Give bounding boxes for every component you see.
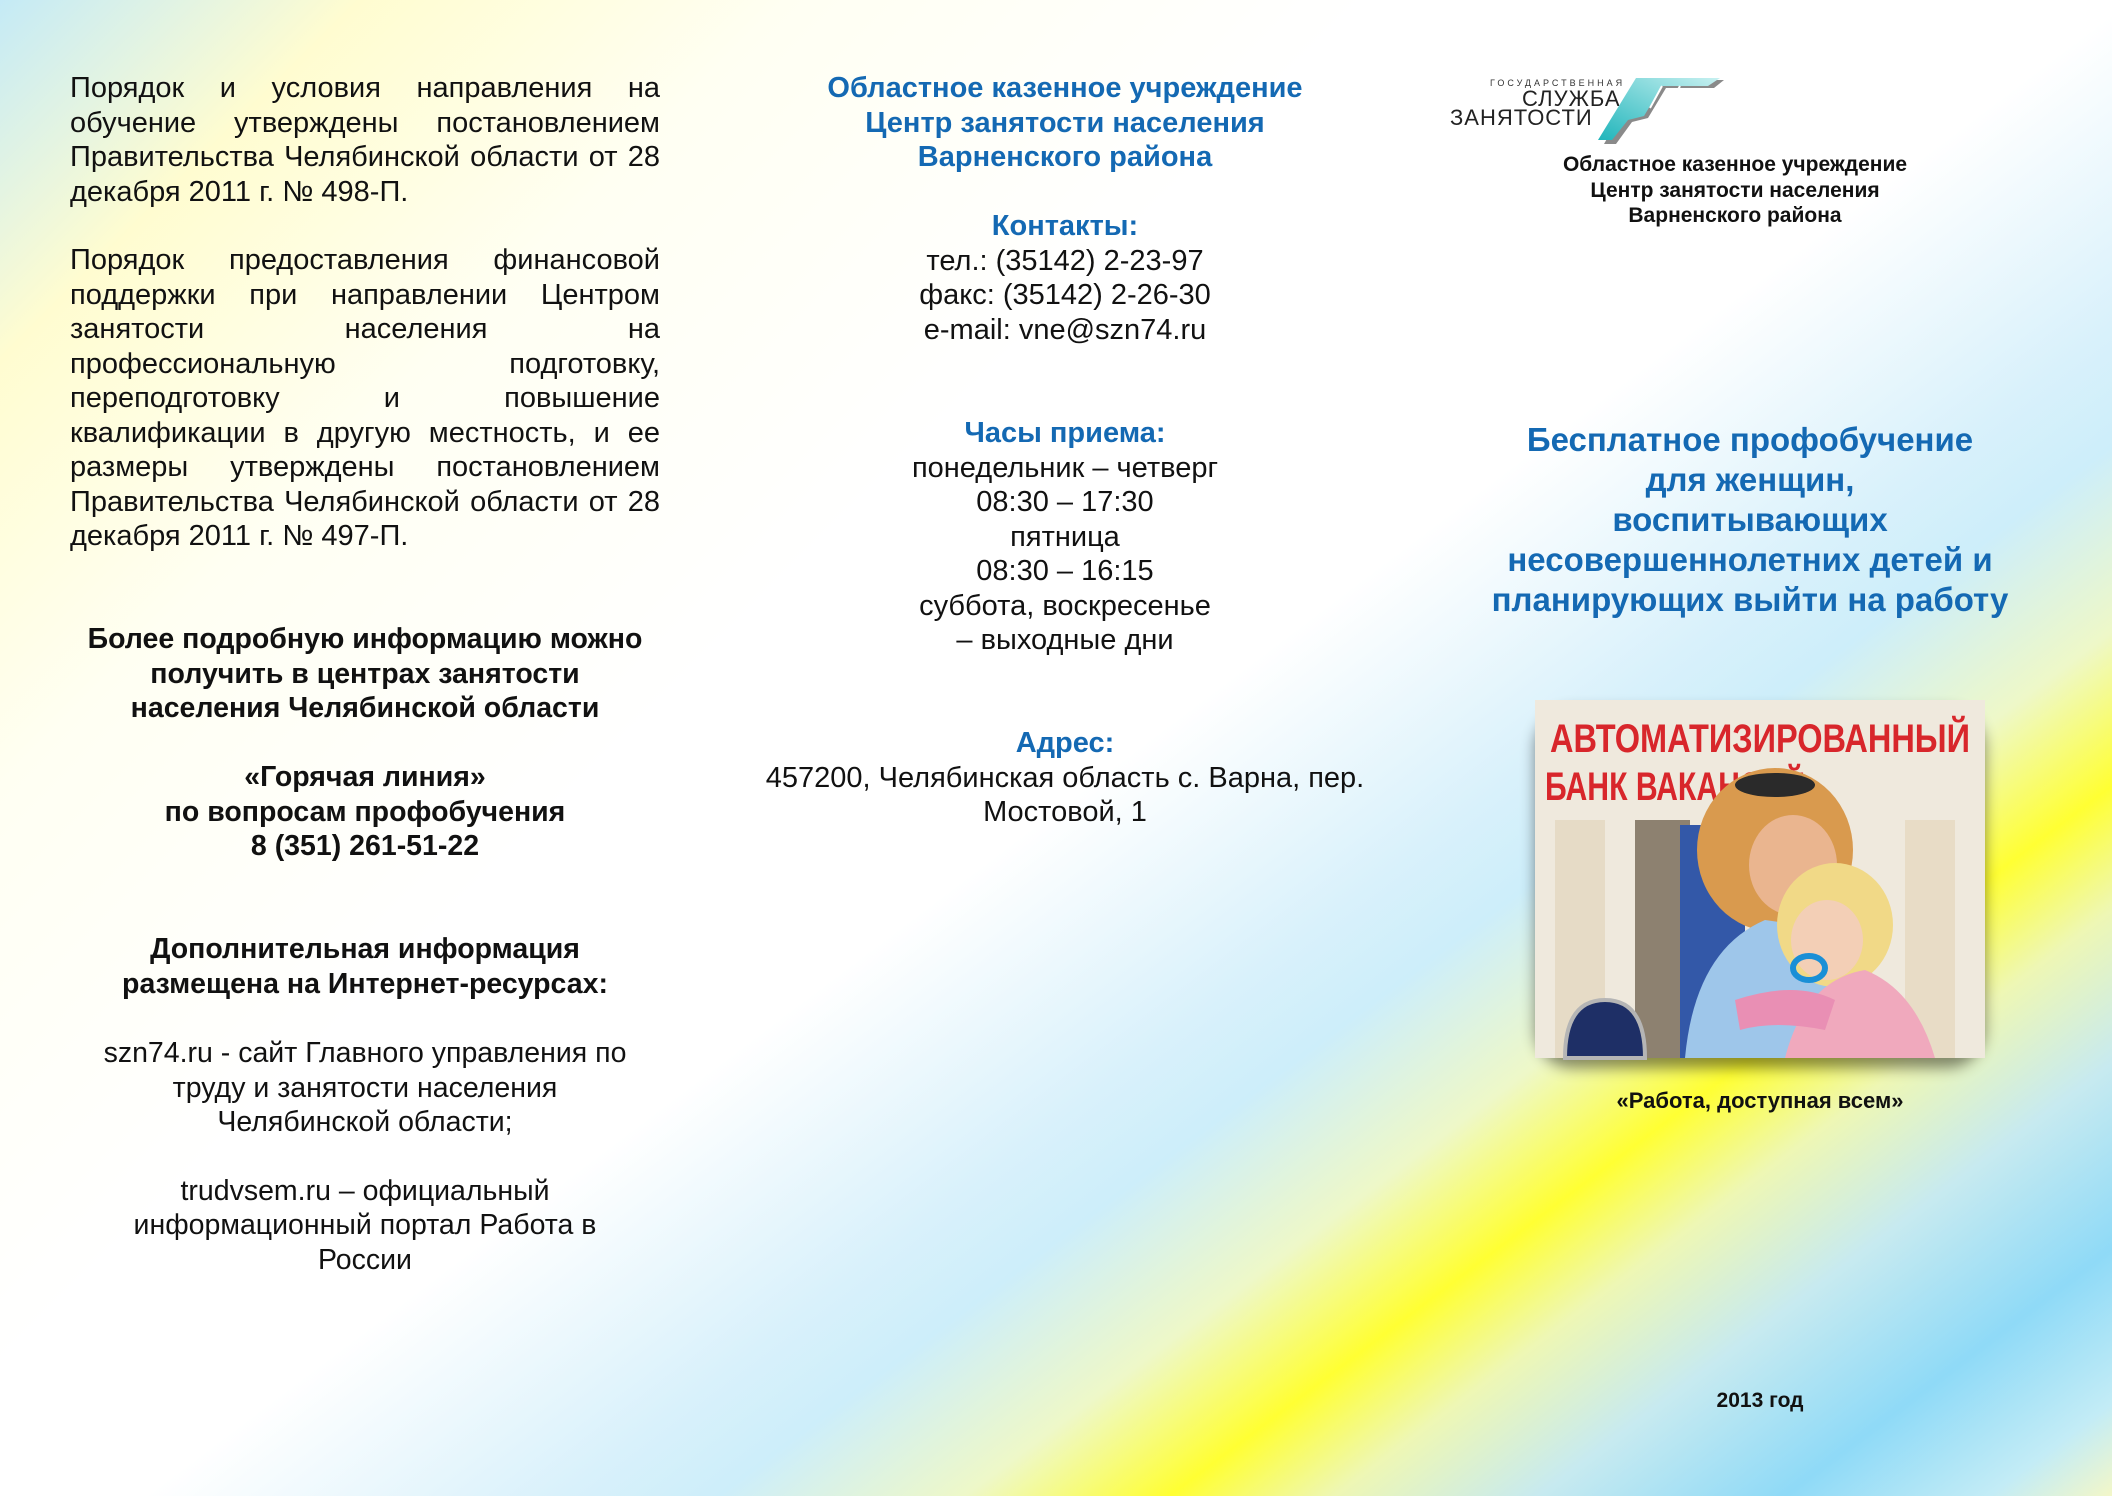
hours-line: суббота, воскресенье	[919, 589, 1211, 622]
logo-emblem-stroke	[1668, 86, 1680, 108]
photo-sign-line-2: БАНК ВАКАНСИЙ	[1545, 765, 1890, 809]
contact-fax: факс: (35142) 2-26-30	[919, 279, 1211, 311]
hours-heading: Часы приема:	[964, 417, 1166, 449]
contacts-heading: Контакты:	[991, 210, 1139, 242]
org-title-right	[1520, 152, 1950, 229]
org-title-right-line: Варненского района	[1628, 204, 1842, 227]
hours-line: 08:30 – 17:30	[976, 486, 1154, 518]
photo-child-sleeve	[1735, 990, 1835, 1030]
logo-emblem-icon	[1596, 78, 1726, 148]
main-title-line: воспитывающих	[1612, 501, 1888, 538]
main-title-line: Бесплатное профобучение	[1526, 421, 1974, 458]
photo-caption: «Работа, доступная всем»	[1616, 1088, 1904, 1113]
link-trudvsem[interactable]: trudvsem.ru – официальный информационный портал Работа в России	[133, 1174, 597, 1276]
employment-service-logo	[1450, 78, 1780, 148]
address-block	[720, 726, 1410, 830]
contact-phone: тел.: (35142) 2-23-97	[926, 244, 1204, 277]
address-heading: Адрес:	[1015, 727, 1115, 759]
org-title-line: Областное казенное учреждение	[827, 72, 1303, 104]
org-title-right-line: Областное казенное учреждение	[1562, 153, 1908, 176]
org-title-line: Центр занятости населения	[865, 106, 1265, 139]
more-info-line: получить в центрах занятости	[150, 657, 580, 690]
extra-info-line: размещена на Интернет-ресурсах:	[122, 967, 608, 1000]
intro-paragraph-1-text: Порядок и условия направления на обучение утверждены постановлением Правительства Челябинской области от 28 декабря 2011 г. № 498-П.	[70, 72, 660, 208]
hotline-title: «Горячая линия»	[244, 761, 486, 793]
photo-sign-line-1: АВТОМАТИЗИРОВАННЫЙ	[1550, 717, 2067, 761]
right-panel	[1430, 0, 2070, 1496]
org-title-right-line: Центр занятости населения	[1590, 178, 1880, 202]
org-title	[720, 71, 1410, 175]
main-title-line: планирующих выйти на работу	[1491, 581, 2009, 618]
photo-sunglasses	[1735, 773, 1815, 797]
main-title-line: для женщин,	[1645, 461, 1855, 498]
hours-line: пятница	[1010, 520, 1120, 553]
hours-line: – выходные дни	[956, 624, 1174, 656]
left-panel	[70, 0, 660, 1496]
logo-text-mid: СЛУЖБА	[1522, 86, 1621, 111]
hours-line: 08:30 – 16:15	[976, 555, 1154, 587]
contact-email[interactable]: e-mail: vne@szn74.ru	[923, 313, 1207, 346]
middle-panel	[720, 0, 1410, 1496]
publication-year: 2013 год	[1716, 1389, 1804, 1412]
more-info-line: Более подробную информацию можно	[87, 623, 643, 655]
logo-text-small: ГОСУДАРСТВЕННАЯ	[1490, 78, 1626, 88]
intro-paragraph-order	[70, 71, 660, 209]
main-title-line: несовершеннолетних детей и	[1507, 541, 1993, 578]
org-title-line: Варненского района	[917, 141, 1213, 173]
mother-child-photo	[1535, 700, 2067, 1058]
photo-illustration	[1535, 700, 2067, 1058]
office-hours-block	[720, 416, 1410, 658]
hotline-subtitle: по вопросам профобучения	[164, 795, 566, 828]
more-info-block	[60, 622, 670, 726]
address-line: 457200, Челябинская область с. Варна, пер.	[765, 761, 1365, 794]
intro-paragraph-financial-support	[70, 243, 660, 554]
link-szn74[interactable]: szn74.ru - сайт Главного управления по труду и занятости населения Челябинской области;	[103, 1037, 627, 1138]
address-line: Мостовой, 1	[983, 796, 1147, 828]
contacts-block	[720, 209, 1410, 347]
extra-info-heading	[60, 932, 670, 1001]
hotline-phone: 8 (351) 261-51-22	[250, 830, 480, 862]
hotline-block	[60, 760, 670, 864]
extra-info-line: Дополнительная информация	[150, 933, 580, 965]
hours-line: понедельник – четверг	[911, 451, 1219, 484]
brochure-main-title	[1430, 420, 2070, 620]
links-list	[90, 1036, 640, 1311]
logo-text-big: ЗАНЯТОСТИ	[1450, 105, 1593, 130]
more-info-line: населения Челябинской области	[130, 692, 600, 724]
intro-paragraph-2-text: Порядок предоставления финансовой поддержки при направлении Центром занятости населения на профессиональную подготовку, переподготовку и повышение квалификации в другую местность, и ее размеры утверждены постановлением Правительства Челябинской области от 28 декабря 2011 г. № 497-П.	[70, 244, 660, 552]
